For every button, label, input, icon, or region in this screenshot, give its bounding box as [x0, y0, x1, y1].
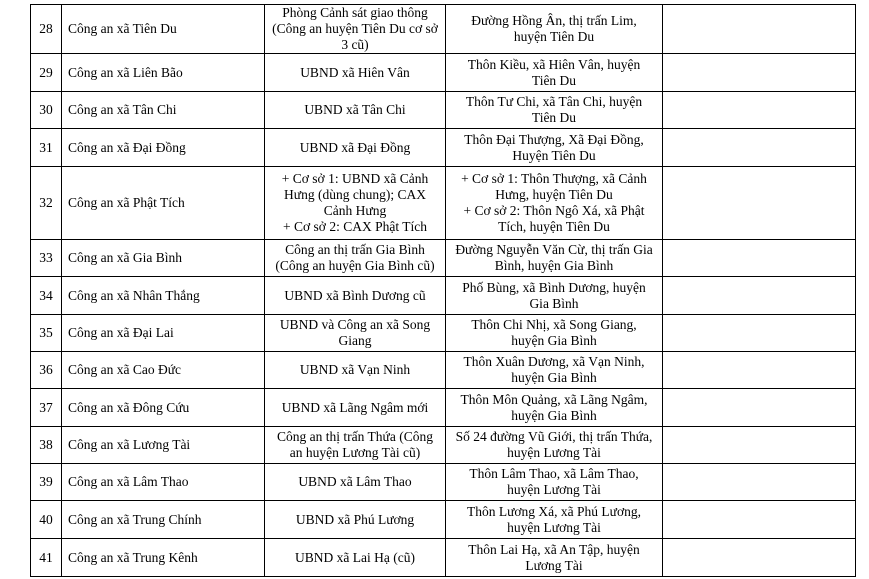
cell-stt: 29	[31, 54, 62, 92]
workplace-line: Công an thị trấn Gia Bình	[285, 242, 425, 257]
police-location-table	[30, 4, 856, 577]
cell-note	[663, 501, 856, 539]
workplace-line: Phòng Cảnh sát giao thông	[282, 5, 428, 20]
cell-stt: 30	[31, 92, 62, 129]
table-row	[31, 315, 856, 352]
address-line: Thôn Lương Xá, xã Phú Lương,	[466, 503, 642, 519]
address-line: Đường Hồng Ân, thị trấn Lim,	[471, 13, 637, 28]
workplace-line: UBND và Công an xã Song	[279, 317, 431, 332]
workplace-line: an huyện Lương Tài cũ)	[289, 445, 421, 460]
workplace-line: Giang	[338, 333, 372, 348]
cell-unit-name: Công an xã Đại Lai	[62, 315, 265, 352]
address-line: Tích, huyện Tiên Du	[498, 219, 610, 234]
cell-workplace	[265, 129, 446, 167]
cell-workplace	[265, 167, 446, 240]
address-line: Lương Tài	[525, 557, 583, 573]
table-row	[31, 92, 856, 129]
cell-address	[446, 427, 663, 464]
cell-unit-name: Công an xã Lương Tài	[62, 427, 265, 464]
cell-note	[663, 464, 856, 501]
cell-stt: 35	[31, 315, 62, 352]
cell-workplace	[265, 315, 446, 352]
workplace-line: UBND xã Đại Đồng	[299, 139, 411, 155]
cell-workplace	[265, 427, 446, 464]
table-body	[31, 5, 856, 577]
address-line: Gia Bình	[529, 295, 579, 311]
cell-unit-name: Công an xã Nhân Thắng	[62, 277, 265, 315]
cell-stt: 40	[31, 501, 62, 539]
cell-stt: 33	[31, 240, 62, 277]
table-row	[31, 427, 856, 464]
cell-stt: 34	[31, 277, 62, 315]
address-line: Thôn Lai Hạ, xã An Tập, huyện	[468, 541, 640, 557]
workplace-line: UBND xã Lãng Ngâm mới	[281, 399, 429, 415]
workplace-line: (Công an huyện Gia Bình cũ)	[275, 258, 435, 273]
cell-address	[446, 315, 663, 352]
cell-stt: 36	[31, 352, 62, 389]
cell-unit-name: Công an xã Đông Cứu	[62, 389, 265, 427]
workplace-line: UBND xã Vạn Ninh	[299, 362, 411, 377]
cell-note	[663, 5, 856, 54]
cell-note	[663, 315, 856, 352]
address-line: Tiên Du	[531, 72, 577, 88]
cell-workplace	[265, 277, 446, 315]
address-line: Phố Bùng, xã Bình Dương, huyện	[462, 279, 646, 295]
cell-unit-name: Công an xã Cao Đức	[62, 352, 265, 389]
address-line: Thôn Xuân Dương, xã Vạn Ninh,	[463, 354, 645, 369]
cell-address	[446, 352, 663, 389]
address-line: huyện Gia Bình	[511, 370, 597, 385]
cell-workplace	[265, 5, 446, 54]
cell-stt: 32	[31, 167, 62, 240]
address-line: Huyện Tiên Du	[512, 147, 596, 163]
cell-note	[663, 54, 856, 92]
table-row	[31, 277, 856, 315]
workplace-line: UBND xã Bình Dương cũ	[284, 287, 426, 303]
address-line: Thôn Chi Nhị, xã Song Giang,	[471, 317, 637, 332]
cell-note	[663, 427, 856, 464]
table-row	[31, 389, 856, 427]
address-line: huyện Lương Tài	[507, 519, 601, 535]
address-line: huyện Lương Tài	[507, 445, 601, 460]
cell-stt: 41	[31, 539, 62, 577]
cell-address	[446, 5, 663, 54]
cell-address	[446, 167, 663, 240]
cell-address	[446, 129, 663, 167]
cell-unit-name: Công an xã Tân Chi	[62, 92, 265, 129]
address-line: Số 24 đường Vũ Giới, thị trấn Thứa,	[455, 429, 653, 444]
cell-workplace	[265, 464, 446, 501]
address-line: huyện Gia Bình	[511, 333, 597, 348]
address-line: huyện Lương Tài	[507, 482, 601, 497]
cell-note	[663, 352, 856, 389]
cell-stt: 39	[31, 464, 62, 501]
cell-note	[663, 129, 856, 167]
table-row	[31, 240, 856, 277]
cell-unit-name: Công an xã Trung Kênh	[62, 539, 265, 577]
cell-address	[446, 277, 663, 315]
cell-address	[446, 54, 663, 92]
address-line: huyện Tiên Du	[513, 29, 595, 44]
cell-workplace	[265, 352, 446, 389]
cell-address	[446, 92, 663, 129]
cell-address	[446, 501, 663, 539]
cell-unit-name: Công an xã Tiên Du	[62, 5, 265, 54]
table-row	[31, 539, 856, 577]
table-row	[31, 54, 856, 92]
cell-unit-name: Công an xã Liên Bão	[62, 54, 265, 92]
table-row	[31, 501, 856, 539]
address-line: Tiên Du	[531, 110, 577, 125]
workplace-line: UBND xã Tân Chi	[304, 102, 406, 117]
cell-stt: 31	[31, 129, 62, 167]
cell-note	[663, 92, 856, 129]
cell-workplace	[265, 92, 446, 129]
table-row	[31, 5, 856, 54]
cell-stt: 38	[31, 427, 62, 464]
address-line: Thôn Kiều, xã Hiên Vân, huyện	[467, 56, 641, 72]
workplace-line: + Cơ sở 2: CAX Phật Tích	[283, 219, 427, 234]
table-row	[31, 167, 856, 240]
cell-workplace	[265, 389, 446, 427]
cell-note	[663, 277, 856, 315]
workplace-line: Công an thị trấn Thứa (Công	[277, 429, 433, 444]
cell-stt: 37	[31, 389, 62, 427]
address-line: Thôn Đại Thượng, Xã Đại Đồng,	[464, 131, 644, 147]
address-line: + Cơ sở 2: Thôn Ngô Xá, xã Phật	[463, 203, 645, 218]
cell-note	[663, 389, 856, 427]
cell-unit-name: Công an xã Gia Bình	[62, 240, 265, 277]
cell-note	[663, 167, 856, 240]
address-line: huyện Gia Bình	[511, 407, 597, 423]
cell-workplace	[265, 539, 446, 577]
cell-workplace	[265, 501, 446, 539]
workplace-line: + Cơ sở 1: UBND xã Cảnh	[281, 171, 429, 186]
workplace-line: UBND xã Hiên Vân	[300, 64, 410, 80]
cell-stt: 28	[31, 5, 62, 54]
cell-address	[446, 240, 663, 277]
cell-note	[663, 539, 856, 577]
cell-address	[446, 464, 663, 501]
table-row	[31, 464, 856, 501]
workplace-line: UBND xã Lâm Thao	[298, 474, 412, 489]
workplace-line: (Công an huyện Tiên Du cơ sở	[272, 21, 438, 36]
cell-address	[446, 389, 663, 427]
workplace-line: Hưng (dùng chung); CAX	[284, 187, 426, 202]
address-line: Đường Nguyễn Văn Cừ, thị trấn Gia	[455, 242, 653, 257]
address-line: Bình, huyện Gia Bình	[494, 258, 614, 273]
address-line: Thôn Tư Chi, xã Tân Chi, huyện	[465, 94, 643, 109]
address-line: Hưng, huyện Tiên Du	[495, 187, 613, 202]
cell-workplace	[265, 240, 446, 277]
cell-address	[446, 539, 663, 577]
cell-workplace	[265, 54, 446, 92]
workplace-line: UBND xã Phú Lương	[295, 511, 415, 527]
workplace-line: UBND xã Lai Hạ (cũ)	[295, 549, 415, 565]
workplace-line: Cảnh Hưng	[323, 203, 387, 218]
workplace-line: 3 cũ)	[341, 37, 369, 52]
table-row	[31, 352, 856, 389]
cell-unit-name: Công an xã Trung Chính	[62, 501, 265, 539]
address-line: + Cơ sở 1: Thôn Thượng, xã Cảnh	[461, 171, 647, 186]
table-row	[31, 129, 856, 167]
address-line: Thôn Lâm Thao, xã Lâm Thao,	[469, 466, 639, 481]
cell-note	[663, 240, 856, 277]
address-line: Thôn Môn Quảng, xã Lãng Ngâm,	[460, 391, 648, 407]
cell-unit-name: Công an xã Đại Đồng	[62, 129, 265, 167]
cell-unit-name: Công an xã Lâm Thao	[62, 464, 265, 501]
cell-unit-name: Công an xã Phật Tích	[62, 167, 265, 240]
